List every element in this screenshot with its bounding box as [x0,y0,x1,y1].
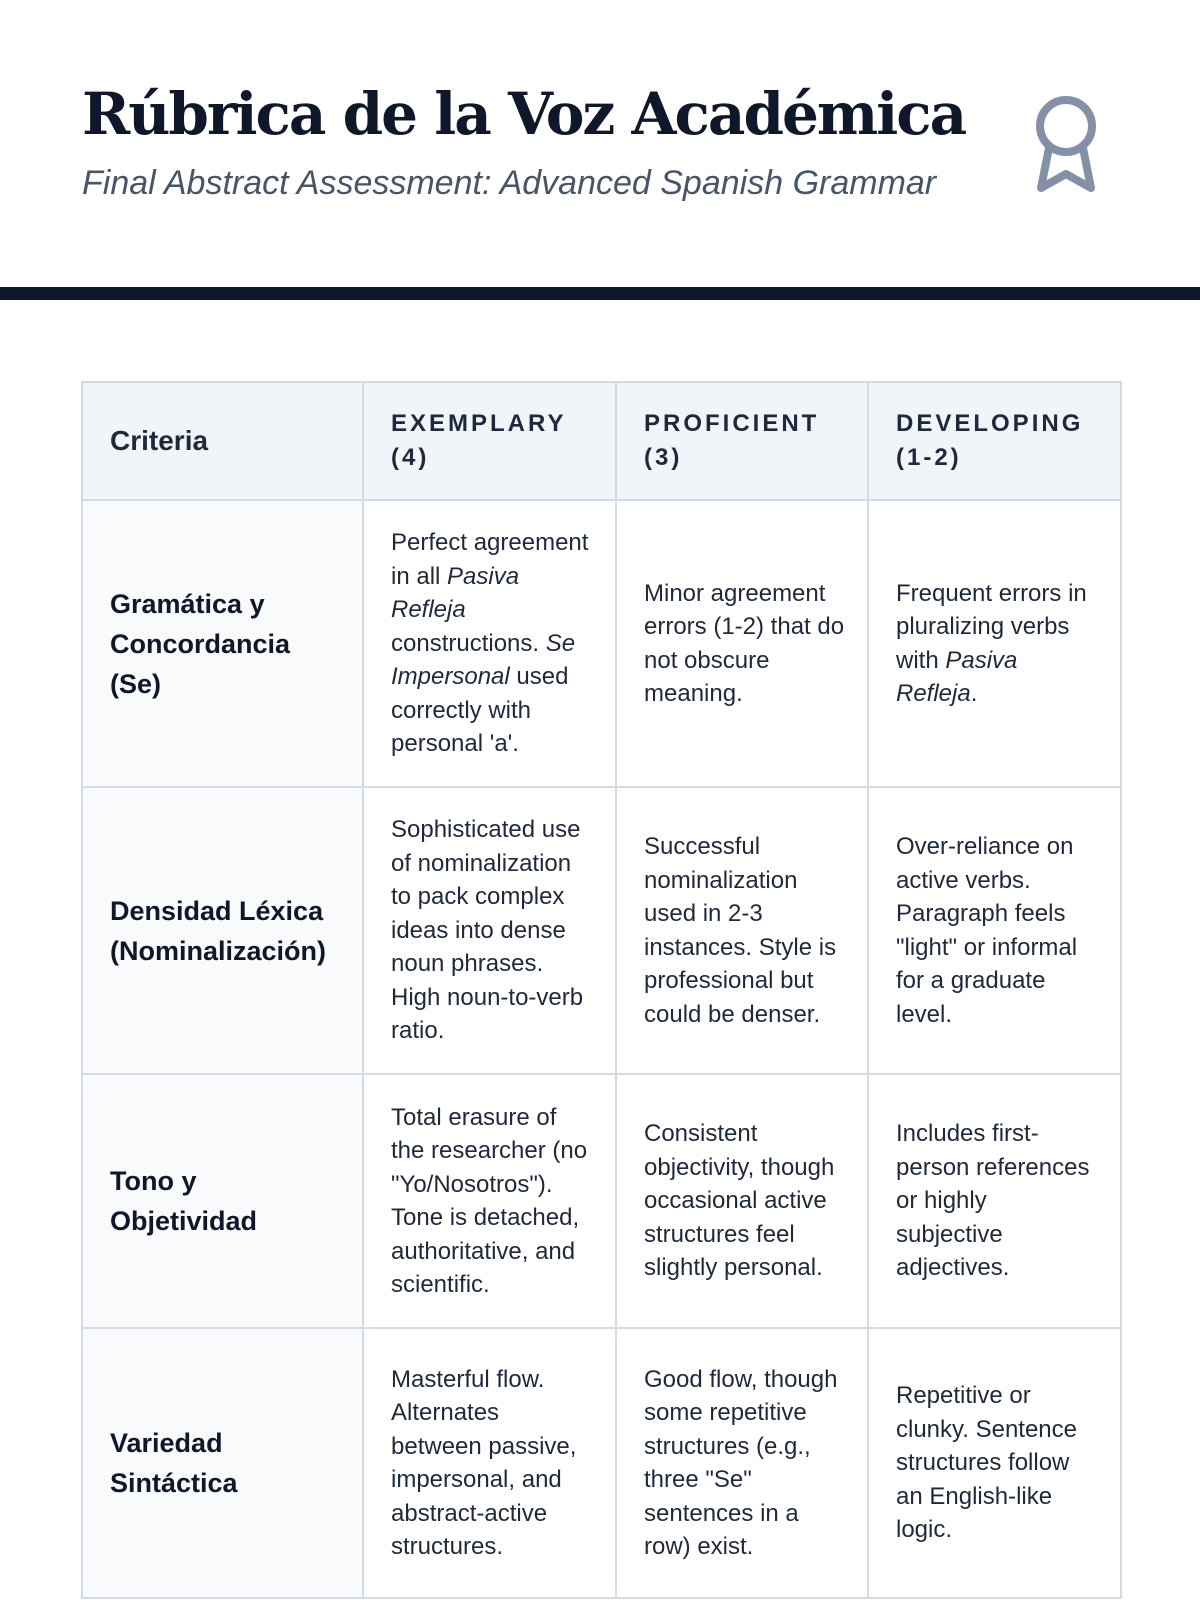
page-title: Rúbrica de la Voz Académica [82,80,966,148]
column-header-criteria [82,382,363,500]
table-row [82,787,1121,1074]
table-row [82,1328,1121,1598]
criterion-line: Gramática y [110,588,265,619]
proficient-cell: Minor agreement errors (1-2) that do not obscure meaning. [616,500,868,787]
column-header-proficient [616,382,868,500]
developing-cell: Repetitive or clunky. Sentence structures follow an English-like logic. [868,1328,1121,1598]
criterion-line: Variedad [110,1428,223,1458]
column-header-score: (3) [644,444,683,471]
proficient-cell: Good flow, though some repetitive structures (e.g., three "Se" sentences in a row) exist. [616,1328,868,1598]
cell-term: Se Impersonal [391,629,576,691]
criterion-cell [82,787,363,1074]
exemplary-cell [363,500,616,787]
cell-text: . [970,680,978,707]
cell-text: used correctly with personal 'a'. [391,663,569,758]
proficient-cell: Successful nominalization used in 2-3 instances. Style is professional but could be denser. [616,787,868,1074]
exemplary-cell: Total erasure of the researcher (no "Yo/Nosotros"). Tone is detached, authoritative, and scientific. [363,1074,616,1328]
developing-cell [868,500,1121,787]
column-header-label: EXEMPLARY [391,410,567,437]
table-header-row [82,382,1121,500]
criterion-line: Sintáctica [110,1468,238,1498]
criterion-line: Tono y [110,1166,197,1196]
cell-text: Perfect agreement in all [391,529,589,590]
exemplary-cell: Sophisticated use of nominalization to pack complex ideas into dense noun phrases. High noun-to-verb ratio. [363,787,616,1074]
column-header-developing [868,382,1121,500]
column-header-label: Criteria [110,425,209,456]
developing-cell: Includes first-person references or highly subjective adjectives. [868,1074,1121,1328]
criterion-line: Concordancia [110,628,291,659]
cell-term: Pasiva Refleja [896,646,1018,707]
criterion-cell [82,1328,363,1598]
column-header-exemplary [363,382,616,500]
criterion-line: (Se) [110,668,162,699]
table-row [82,1074,1121,1328]
page-header [0,0,1200,300]
award-ribbon-icon [1030,92,1102,196]
header-divider [0,287,1200,300]
criterion-cell [82,500,363,787]
exemplary-cell: Masterful flow. Alternates between passive, impersonal, and abstract-active structures. [363,1328,616,1598]
cell-term: Pasiva Refleja [391,562,520,624]
proficient-cell: Consistent objectivity, though occasional active structures feel slightly personal. [616,1074,868,1328]
rubric-table [81,381,1122,1599]
column-header-score: (4) [391,444,430,471]
criterion-line: (Nominalización) [110,935,327,966]
cell-text: constructions. [391,629,546,657]
criterion-line: Densidad Léxica [110,895,324,926]
developing-cell: Over-reliance on active verbs. Paragraph feels "light" or informal for a graduate level. [868,787,1121,1074]
criterion-line: Objetividad [110,1206,258,1236]
column-header-label: DEVELOPING [896,410,1084,437]
cell-text: Frequent errors in pluralizing verbs with [896,579,1087,674]
page-subtitle: Final Abstract Assessment: Advanced Spanish Grammar [82,164,937,202]
table-row [82,500,1121,787]
criterion-cell [82,1074,363,1328]
column-header-score: (1-2) [896,444,962,471]
column-header-label: PROFICIENT [644,410,820,437]
